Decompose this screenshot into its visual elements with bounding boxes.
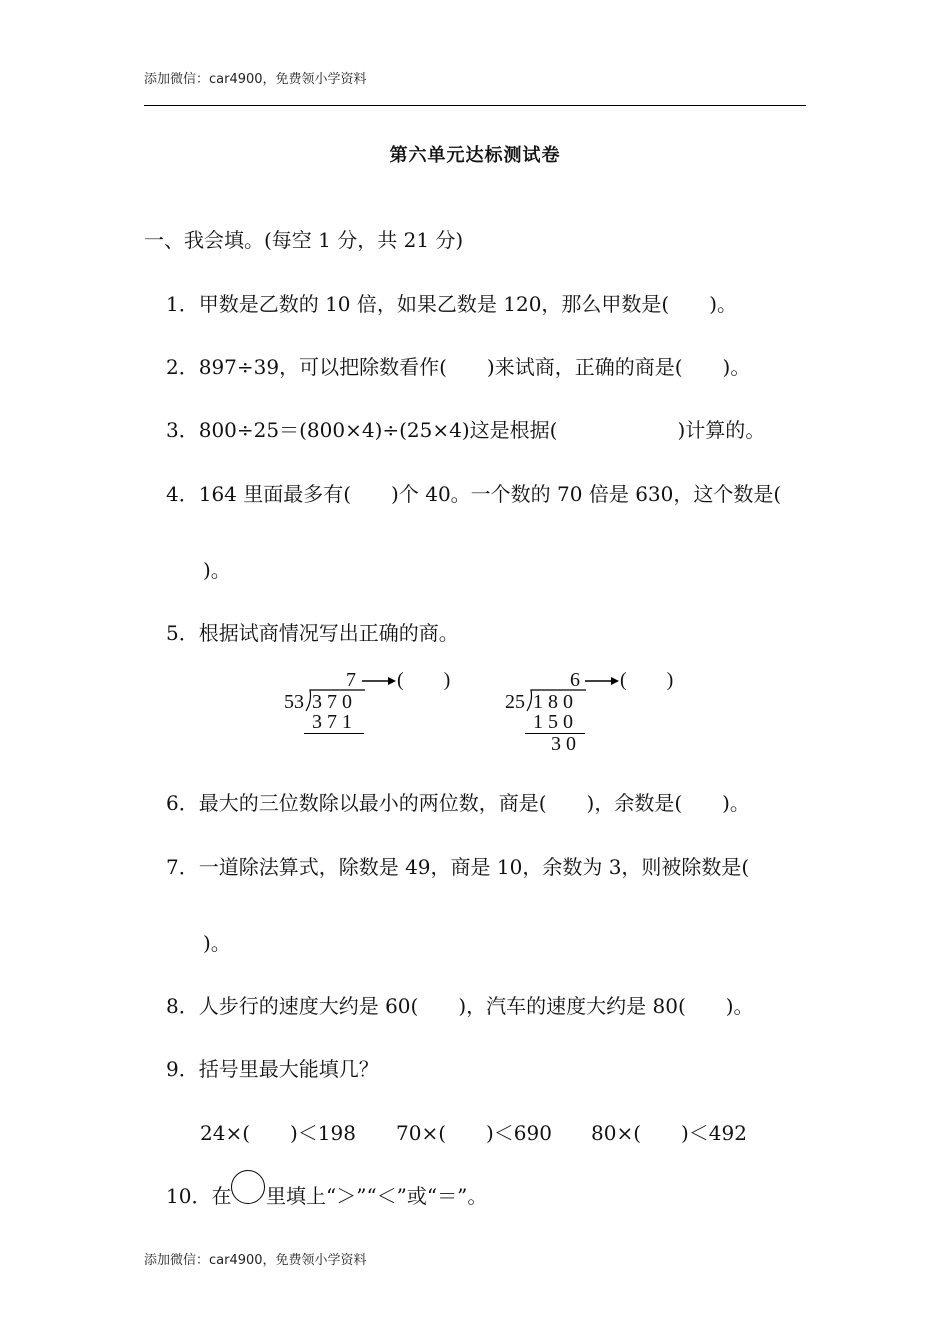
arrow-right-icon	[585, 674, 619, 688]
question-9-item-1: 24×( )＜198	[200, 1121, 356, 1145]
remainder: 3 0	[551, 733, 576, 755]
question-3: 3．800÷25＝(800×4)÷(25×4)这是根据( )计算的。	[166, 418, 766, 442]
page-header-note: 添加微信：car4900，免费领小学资料	[144, 72, 367, 87]
product: 1 5 0	[533, 711, 573, 733]
page-title: 第六单元达标测试卷	[389, 145, 561, 166]
circle-icon	[231, 1170, 265, 1204]
header-rule	[144, 105, 806, 106]
question-8: 8．人步行的速度大约是 60( )，汽车的速度大约是 80( )。	[166, 994, 754, 1018]
question-9-item-2: 70×( )＜690	[396, 1121, 552, 1145]
question-5: 5．根据试商情况写出正确的商。	[166, 621, 459, 645]
divisor: 25	[505, 691, 525, 713]
arrow-right-icon	[362, 674, 396, 688]
page-footer-note: 添加微信：car4900，免费领小学资料	[144, 1253, 367, 1268]
question-6: 6．最大的三位数除以最小的两位数，商是( )，余数是( )。	[166, 791, 750, 815]
question-9: 9．括号里最大能填几？	[166, 1057, 379, 1081]
question-10-prefix: 10．在	[166, 1184, 232, 1208]
dividend: 1 8 0	[533, 691, 573, 713]
quotient-digit: 6	[570, 669, 580, 691]
section-heading: 一、我会填。(每空 1 分，共 21 分)	[144, 228, 464, 252]
subtraction-line	[304, 733, 364, 734]
answer-blank: ( )	[620, 669, 674, 691]
quotient-digit: 7	[346, 669, 356, 691]
product: 3 7 1	[312, 711, 352, 733]
answer-blank: ( )	[397, 669, 451, 691]
question-7-line-2: )。	[203, 931, 231, 955]
question-10-suffix: 里填上“＞”“＜”或“＝”。	[266, 1184, 488, 1208]
question-9-item-3: 80×( )＜492	[591, 1121, 747, 1145]
question-4-line-1: 4．164 里面最多有( )个 40。一个数的 70 倍是 630，这个数是(	[166, 482, 782, 506]
question-7-line-1: 7．一道除法算式，除数是 49，商是 10，余数为 3，则被除数是(	[166, 855, 750, 879]
question-1: 1．甲数是乙数的 10 倍，如果乙数是 120，那么甲数是( )。	[166, 292, 738, 316]
divisor: 53	[284, 691, 304, 713]
question-2: 2．897÷39，可以把除数看作( )来试商，正确的商是( )。	[166, 355, 751, 379]
question-4-line-2: )。	[203, 558, 231, 582]
dividend: 3 7 0	[312, 691, 352, 713]
